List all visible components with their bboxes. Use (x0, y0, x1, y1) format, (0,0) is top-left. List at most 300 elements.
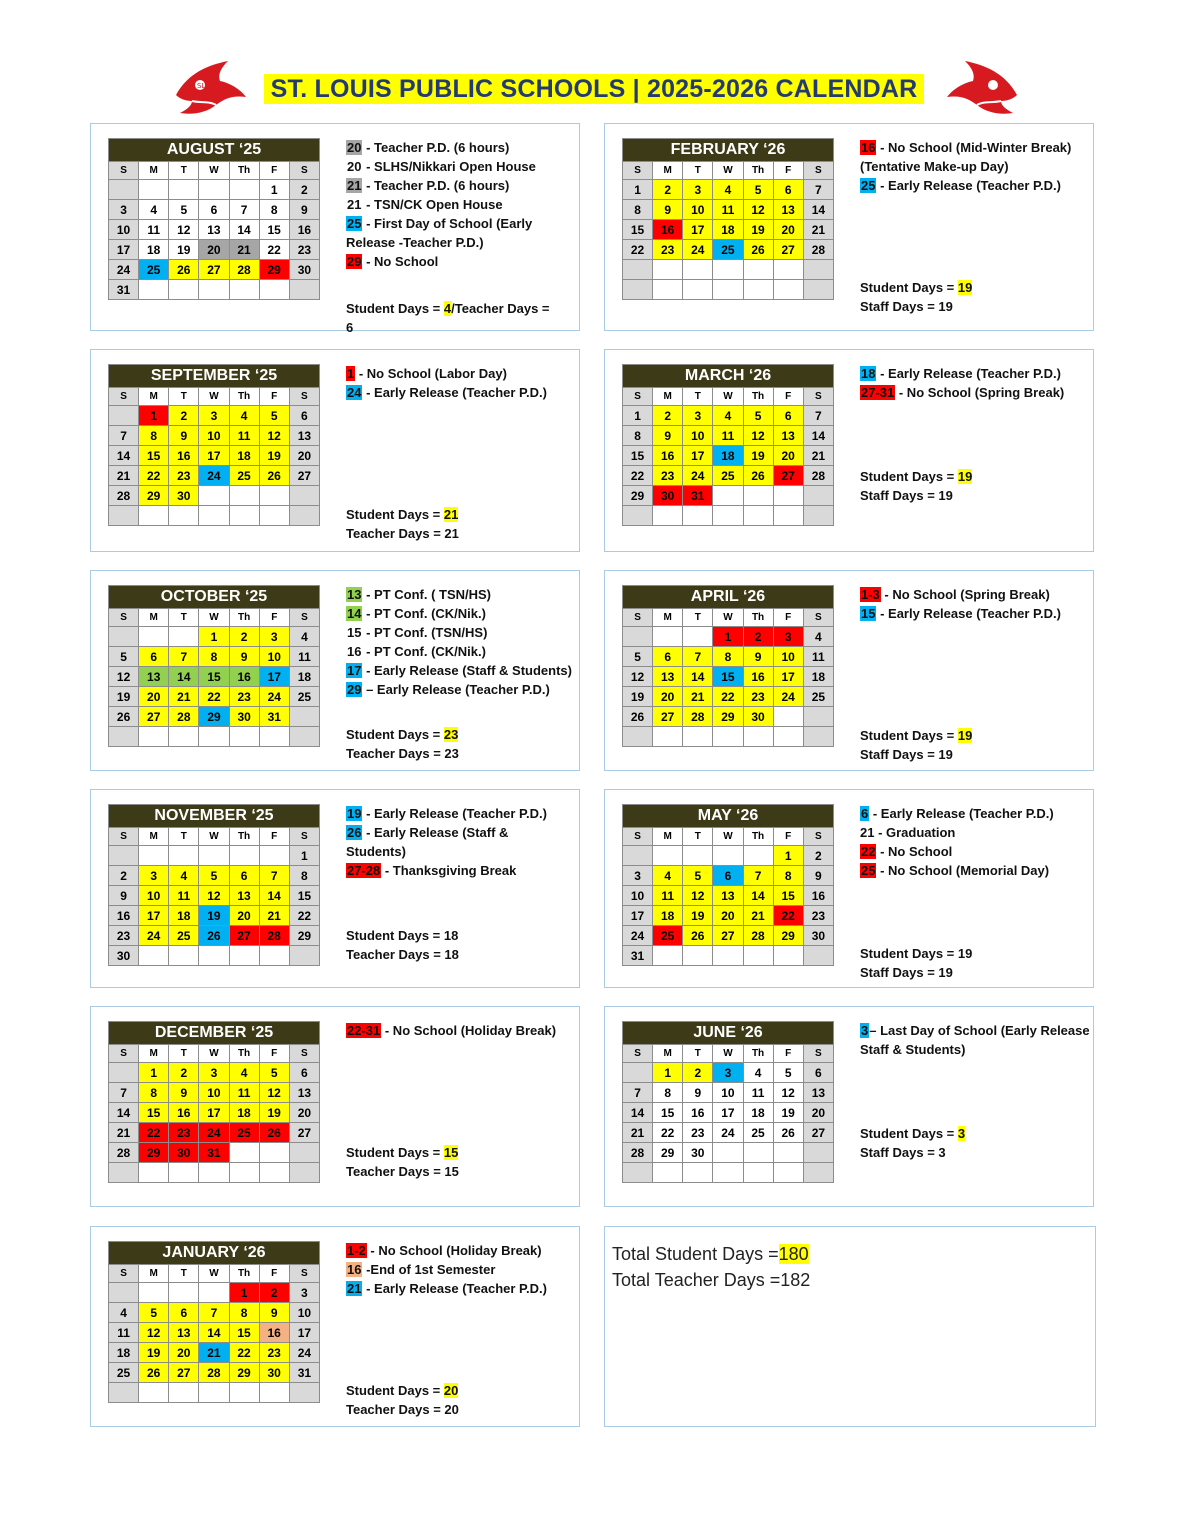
calendar-empty-cell (229, 727, 259, 747)
day-header: S (289, 1265, 319, 1283)
calendar-day: 17 (139, 906, 169, 926)
calendar-empty-cell (653, 1163, 683, 1183)
calendar-day: 15 (289, 886, 319, 906)
month-name: FEBRUARY ‘26 (623, 139, 834, 162)
calendar-empty-cell (713, 280, 743, 300)
calendar-day: 16 (743, 667, 773, 687)
day-header: S (289, 1045, 319, 1063)
calendar-day: 8 (713, 647, 743, 667)
calendar-day: 5 (773, 1063, 803, 1083)
calendar-day: 24 (683, 240, 713, 260)
month-panel (604, 1006, 1094, 1207)
day-header: Th (229, 1265, 259, 1283)
calendar-day: 21 (623, 1123, 653, 1143)
note-date: 27-31 (861, 385, 895, 400)
calendar-day: 26 (109, 707, 139, 727)
calendar-empty-cell (259, 727, 289, 747)
note-text: Staff & Students) (860, 1042, 966, 1057)
calendar-day: 21 (803, 446, 833, 466)
calendar-day: 13 (773, 426, 803, 446)
calendar-empty-cell (803, 707, 833, 727)
calendar-day: 1 (773, 846, 803, 866)
calendar-empty-cell (289, 727, 319, 747)
note-date: 25 (347, 216, 362, 231)
day-header: M (139, 162, 169, 180)
calendar-day: 16 (169, 446, 199, 466)
calendar-day: 5 (259, 406, 289, 426)
days-value: 23 (443, 727, 459, 742)
calendar-day: 10 (199, 1083, 229, 1103)
calendar-empty-cell (653, 846, 683, 866)
calendar-day: 24 (139, 926, 169, 946)
calendar-day: 10 (289, 1303, 319, 1323)
calendar-day: 21 (683, 687, 713, 707)
calendar-day: 18 (229, 446, 259, 466)
calendar-empty-cell (229, 180, 259, 200)
calendar-day: 29 (713, 707, 743, 727)
day-header: Th (229, 609, 259, 627)
month-calendar (622, 585, 834, 747)
note-text: - No School (Labor Day) (355, 366, 507, 381)
calendar-day: 13 (713, 886, 743, 906)
day-header: M (139, 609, 169, 627)
calendar-day: 6 (289, 1063, 319, 1083)
calendar-day: 14 (169, 667, 199, 687)
calendar-day: 26 (623, 707, 653, 727)
note-line (860, 364, 1092, 383)
calendar-empty-cell (169, 1163, 199, 1183)
day-header: T (169, 828, 199, 846)
calendar-empty-cell (229, 1143, 259, 1163)
calendar-day: 28 (229, 260, 259, 280)
calendar-empty-cell (653, 727, 683, 747)
calendar-day: 10 (683, 200, 713, 220)
month-panel (90, 570, 580, 771)
calendar-empty-cell (229, 280, 259, 300)
note-date: 1-2 (347, 1243, 366, 1258)
calendar-day: 29 (229, 1363, 259, 1383)
calendar-day: 26 (773, 1123, 803, 1143)
calendar-empty-cell (773, 280, 803, 300)
note-line (860, 585, 1092, 604)
staff-days-count: Teacher Days = 18 (346, 947, 459, 962)
calendar-day: 24 (773, 687, 803, 707)
calendar-empty-cell (773, 486, 803, 506)
note-text: Students) (346, 844, 406, 859)
calendar-day: 8 (259, 200, 289, 220)
day-header: T (683, 388, 713, 406)
note-date: 22 (861, 844, 876, 859)
calendar-day: 2 (743, 627, 773, 647)
calendar-day: 3 (109, 200, 139, 220)
note-text: Release -Teacher P.D.) (346, 235, 484, 250)
note-date: 3 (861, 1023, 869, 1038)
calendar-day: 9 (229, 647, 259, 667)
calendar-empty-cell (229, 1163, 259, 1183)
calendar-day: 23 (229, 687, 259, 707)
calendar-empty-cell (803, 946, 833, 966)
note-text: - Thanksgiving Break (381, 863, 517, 878)
days-value: 21 (443, 507, 459, 522)
calendar-day: 7 (803, 180, 833, 200)
calendar-day: 23 (169, 466, 199, 486)
calendar-day: 29 (139, 486, 169, 506)
calendar-day: 27 (229, 926, 259, 946)
shark-mascot-icon (170, 55, 248, 121)
calendar-day: 22 (229, 1343, 259, 1363)
note-line (346, 252, 578, 271)
note-text: - Early Release (Teacher P.D.) (869, 806, 1054, 821)
calendar-day: 1 (713, 627, 743, 647)
note-date: 19 (347, 806, 362, 821)
note-line (860, 861, 1092, 880)
note-text: - PT Conf. (CK/Nik.) (362, 644, 486, 659)
note-text: - Early Release (Teacher P.D.) (876, 606, 1061, 621)
calendar-day: 6 (229, 866, 259, 886)
calendar-day: 9 (653, 200, 683, 220)
month-calendar (622, 138, 834, 300)
calendar-day: 23 (683, 1123, 713, 1143)
calendar-day: 10 (199, 426, 229, 446)
calendar-day: 2 (169, 1063, 199, 1083)
note-text: (Tentative Make-up Day) (860, 159, 1009, 174)
calendar-empty-cell (109, 406, 139, 426)
calendar-day: 28 (683, 707, 713, 727)
day-header: T (169, 162, 199, 180)
calendar-day: 20 (713, 906, 743, 926)
day-header: W (199, 1045, 229, 1063)
day-header: S (109, 828, 139, 846)
calendar-day: 8 (229, 1303, 259, 1323)
calendar-day: 30 (743, 707, 773, 727)
calendar-day: 16 (229, 667, 259, 687)
calendar-empty-cell (683, 280, 713, 300)
day-header: Th (743, 828, 773, 846)
student-days-count: Student Days = 3 (860, 1126, 966, 1141)
calendar-day: 22 (199, 687, 229, 707)
day-header: T (683, 609, 713, 627)
note-line (860, 157, 1092, 176)
calendar-day: 17 (683, 220, 713, 240)
calendar-empty-cell (713, 486, 743, 506)
calendar-day: 6 (139, 647, 169, 667)
calendar-day: 5 (169, 200, 199, 220)
calendar-empty-cell (803, 727, 833, 747)
calendar-empty-cell (199, 506, 229, 526)
calendar-day: 17 (713, 1103, 743, 1123)
month-notes (346, 585, 578, 699)
calendar-day: 27 (773, 466, 803, 486)
calendar-day: 4 (169, 866, 199, 886)
calendar-day: 4 (743, 1063, 773, 1083)
month-panel (604, 123, 1094, 331)
month-panel (90, 1226, 580, 1427)
calendar-empty-cell (289, 1143, 319, 1163)
calendar-empty-cell (623, 506, 653, 526)
calendar-day: 24 (623, 926, 653, 946)
calendar-day: 20 (773, 446, 803, 466)
day-header: M (653, 609, 683, 627)
note-text: - Early Release (Teacher P.D.) (876, 178, 1061, 193)
day-header: T (169, 609, 199, 627)
calendar-day: 26 (743, 240, 773, 260)
calendar-day: 30 (683, 1143, 713, 1163)
calendar-day: 4 (139, 200, 169, 220)
day-header: M (139, 828, 169, 846)
calendar-day: 8 (623, 200, 653, 220)
calendar-day: 28 (259, 926, 289, 946)
calendar-day: 26 (199, 926, 229, 946)
calendar-day: 8 (199, 647, 229, 667)
calendar-day: 2 (653, 406, 683, 426)
calendar-day: 20 (773, 220, 803, 240)
calendar-empty-cell (743, 486, 773, 506)
student-days-count: Student Days = 4/Teacher Days = (346, 301, 550, 316)
month-panel (604, 349, 1094, 552)
day-header: S (803, 162, 833, 180)
calendar-day: 24 (109, 260, 139, 280)
calendar-day: 13 (229, 886, 259, 906)
calendar-empty-cell (683, 846, 713, 866)
calendar-day: 27 (139, 707, 169, 727)
calendar-day: 5 (139, 1303, 169, 1323)
calendar-day: 29 (289, 926, 319, 946)
staff-days-count: Staff Days = 19 (860, 488, 953, 503)
calendar-day: 2 (683, 1063, 713, 1083)
day-header: F (259, 1045, 289, 1063)
day-header: S (623, 162, 653, 180)
calendar-empty-cell (743, 727, 773, 747)
calendar-empty-cell (139, 1163, 169, 1183)
note-text: - Early Release (Teacher P.D.) (362, 806, 547, 821)
note-line (860, 1021, 1092, 1040)
calendar-empty-cell (259, 486, 289, 506)
note-line (346, 1279, 578, 1298)
calendar-empty-cell (623, 846, 653, 866)
calendar-day: 20 (199, 240, 229, 260)
calendar-day: 22 (139, 1123, 169, 1143)
calendar-day: 1 (289, 846, 319, 866)
calendar-day: 12 (773, 1083, 803, 1103)
month-notes (346, 364, 578, 402)
day-header: T (169, 388, 199, 406)
note-date: 25 (861, 863, 876, 878)
calendar-day: 9 (109, 886, 139, 906)
page-title: ST. LOUIS PUBLIC SCHOOLS | 2025-2026 CALENDAR (264, 74, 924, 104)
calendar-empty-cell (229, 506, 259, 526)
day-header: F (773, 1045, 803, 1063)
calendar-day: 27 (803, 1123, 833, 1143)
calendar-empty-cell (623, 627, 653, 647)
note-date: 1 (347, 366, 355, 381)
calendar-empty-cell (653, 946, 683, 966)
day-header: Th (743, 162, 773, 180)
calendar-day: 21 (259, 906, 289, 926)
calendar-day: 14 (803, 200, 833, 220)
calendar-day: 29 (653, 1143, 683, 1163)
calendar-day: 1 (139, 1063, 169, 1083)
calendar-day: 17 (683, 446, 713, 466)
calendar-empty-cell (743, 280, 773, 300)
calendar-day: 22 (773, 906, 803, 926)
calendar-day: 20 (653, 687, 683, 707)
calendar-day: 26 (743, 466, 773, 486)
calendar-day: 1 (623, 180, 653, 200)
calendar-empty-cell (259, 846, 289, 866)
calendar-day: 12 (743, 200, 773, 220)
student-days-count: Student Days = 18 (346, 928, 459, 943)
calendar-day: 17 (259, 667, 289, 687)
staff-days-count: Teacher Days = 23 (346, 746, 459, 761)
calendar-day: 9 (653, 426, 683, 446)
calendar-day: 19 (683, 906, 713, 926)
calendar-empty-cell (259, 506, 289, 526)
calendar-empty-cell (743, 846, 773, 866)
note-line (346, 214, 578, 233)
calendar-day: 2 (653, 180, 683, 200)
note-text: – Early Release (Teacher P.D.) (362, 682, 550, 697)
note-line (860, 138, 1092, 157)
calendar-day: 4 (803, 627, 833, 647)
calendar-empty-cell (713, 846, 743, 866)
calendar-day: 22 (289, 906, 319, 926)
note-line (346, 804, 578, 823)
calendar-day: 17 (109, 240, 139, 260)
day-header: M (139, 1045, 169, 1063)
calendar-day: 11 (139, 220, 169, 240)
calendar-day: 21 (743, 906, 773, 926)
calendar-day: 25 (169, 926, 199, 946)
calendar-day: 28 (169, 707, 199, 727)
calendar-day: 9 (683, 1083, 713, 1103)
calendar-day: 3 (139, 866, 169, 886)
calendar-empty-cell (139, 946, 169, 966)
note-text: - No School (Holiday Break) (366, 1243, 542, 1258)
calendar-day: 26 (139, 1363, 169, 1383)
calendar-empty-cell (169, 1283, 199, 1303)
calendar-empty-cell (169, 946, 199, 966)
calendar-day: 25 (289, 687, 319, 707)
day-header: Th (229, 1045, 259, 1063)
calendar-empty-cell (289, 1163, 319, 1183)
calendar-empty-cell (773, 260, 803, 280)
month-calendar (108, 1241, 320, 1403)
day-header: Th (743, 609, 773, 627)
calendar-day: 27 (169, 1363, 199, 1383)
note-line (860, 842, 1092, 861)
calendar-day: 24 (259, 687, 289, 707)
calendar-empty-cell (803, 506, 833, 526)
calendar-empty-cell (773, 707, 803, 727)
student-days-count: Student Days = 21 (346, 507, 459, 522)
calendar-empty-cell (803, 260, 833, 280)
note-text: - TSN/CK Open House (362, 197, 503, 212)
calendar-day: 26 (683, 926, 713, 946)
calendar-day: 6 (713, 866, 743, 886)
calendar-empty-cell (259, 1383, 289, 1403)
calendar-day: 2 (803, 846, 833, 866)
calendar-day: 29 (139, 1143, 169, 1163)
calendar-day: 14 (623, 1103, 653, 1123)
calendar-day: 22 (713, 687, 743, 707)
calendar-empty-cell (139, 180, 169, 200)
calendar-empty-cell (289, 707, 319, 727)
calendar-day: 11 (713, 200, 743, 220)
calendar-empty-cell (199, 1163, 229, 1183)
calendar-day: 15 (653, 1103, 683, 1123)
calendar-day: 24 (199, 1123, 229, 1143)
note-date: 18 (861, 366, 876, 381)
calendar-day: 24 (289, 1343, 319, 1363)
note-date: 29 (347, 254, 362, 269)
calendar-day: 29 (259, 260, 289, 280)
calendar-day: 15 (139, 446, 169, 466)
calendar-empty-cell (683, 727, 713, 747)
note-line (860, 823, 1092, 842)
calendar-day: 12 (743, 426, 773, 446)
note-line (346, 823, 578, 842)
calendar-day: 12 (623, 667, 653, 687)
calendar-day: 23 (743, 687, 773, 707)
note-line (346, 842, 578, 861)
calendar-day: 7 (259, 866, 289, 886)
month-name: JANUARY ‘26 (109, 1242, 320, 1265)
calendar-empty-cell (773, 506, 803, 526)
calendar-empty-cell (109, 506, 139, 526)
note-date: 22-31 (347, 1023, 381, 1038)
calendar-day: 13 (803, 1083, 833, 1103)
calendar-empty-cell (743, 260, 773, 280)
calendar-day: 23 (289, 240, 319, 260)
calendar-day: 4 (289, 627, 319, 647)
day-header: M (653, 388, 683, 406)
note-line (346, 138, 578, 157)
calendar-day: 15 (199, 667, 229, 687)
calendar-day: 9 (169, 426, 199, 446)
calendar-day: 30 (653, 486, 683, 506)
totals-panel (604, 1226, 1096, 1427)
calendar-day: 22 (139, 466, 169, 486)
calendar-day: 25 (109, 1363, 139, 1383)
calendar-empty-cell (743, 1143, 773, 1163)
calendar-day: 6 (199, 200, 229, 220)
staff-days-count: Staff Days = 19 (860, 965, 953, 980)
calendar-day: 31 (199, 1143, 229, 1163)
calendar-day: 7 (803, 406, 833, 426)
day-header: W (199, 1265, 229, 1283)
calendar-day: 6 (773, 180, 803, 200)
days-value: 15 (443, 1145, 459, 1160)
calendar-empty-cell (713, 506, 743, 526)
month-name: MAY ‘26 (623, 805, 834, 828)
calendar-empty-cell (199, 280, 229, 300)
calendar-day: 14 (199, 1323, 229, 1343)
calendar-day: 5 (743, 406, 773, 426)
day-header: M (653, 1045, 683, 1063)
calendar-day: 18 (803, 667, 833, 687)
calendar-empty-cell (713, 1163, 743, 1183)
calendar-day: 29 (199, 707, 229, 727)
calendar-empty-cell (623, 1063, 653, 1083)
calendar-day: 17 (199, 446, 229, 466)
note-text: 21 - Graduation (860, 825, 956, 840)
staff-days-count: Teacher Days = 15 (346, 1164, 459, 1179)
day-header: Th (229, 388, 259, 406)
note-date: 16 (861, 140, 876, 155)
day-header: F (773, 162, 803, 180)
calendar-empty-cell (289, 946, 319, 966)
calendar-day: 17 (773, 667, 803, 687)
